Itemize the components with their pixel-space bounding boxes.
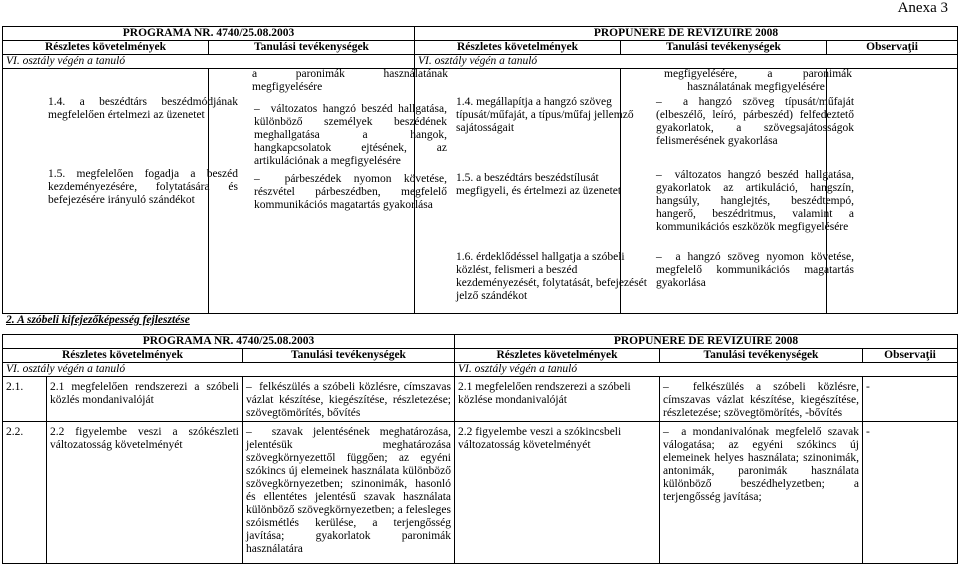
r21-observation: - [863,377,958,422]
top-col-header: Tanulási tevékenységek [209,41,415,55]
bottom-class-right: VI. osztály végén a tanuló [455,363,958,377]
col2-intro-b: megfigyelésére [252,81,323,93]
dash-bullet: – [254,173,285,185]
top-program-title: PROGRAMA NR. 4740/25.08.2003 [3,27,415,41]
top-col-header: Részletes követelmények [415,41,621,55]
r14-activity-text: változatos hangzó beszéd hallgatása, különböző személyek beszédének meghallgatása a hangok, hangkapcsolatok ejtésének, az artikulációnak a megfigyelésére [254,103,447,167]
bottom-col-header: Observaţii [863,349,958,363]
r14-activity [254,103,447,168]
dash-bullet: – [246,381,260,393]
r22-number: 2.2. [3,422,47,564]
r15-activity-text: párbeszédek nyomon követése, részvétel párbeszédben, megfelelő kommunikációs magatartás gyakorlása [254,173,447,211]
r22-new-requirement: 2.2 figyelembe veszi a szókincsbeli változatosság követelményét [455,422,660,564]
col4-intro-b: használatának megfigyelésére [687,81,825,93]
dash-bullet: – [254,103,271,115]
bottom-table [2,334,958,564]
n15-activity2-text: a hangzó szöveg nyomon követése, megfelelő kommunikációs magatartás gyakorlása [656,251,854,289]
bottom-col-header: Részletes követelmények [455,349,660,363]
dash-bullet: – [656,251,676,263]
dash-bullet: – [246,426,272,438]
r21-number: 2.1. [3,377,47,422]
col2-intro-a: a paronimák használatának [252,68,448,80]
dash-bullet: – [656,96,683,108]
top-col-header: Observaţii [827,41,958,55]
top-class-left: VI. osztály végén a tanuló [3,55,415,69]
top-col-header: Tanulási tevékenységek [621,41,827,55]
col4-intro-a: megfigyelésére, a paronimák [664,68,852,80]
n14-activity-text: a hangzó szöveg típusát/műfaját (elbeszélő, leíró, párbeszéd) felfedeztető gyakorlatok, a szövegsajátosságok felismerésének gyakorlása [656,96,855,147]
n16-requirement: 1.6. érdeklődéssel hallgatja a szóbeli közlést, felismeri a beszéd kezdeményezését, folytatását, befejezését jelző szándékot [456,251,647,302]
dash-bullet: – [656,169,675,181]
top-proposal-title: PROPUNERE DE REVIZUIRE 2008 [415,27,958,41]
n15-activity-text: változatos hangzó beszéd hallgatása, gyakorlatok az artikuláció, hangszín, hangsúly, hanglejtés, beszédtempó, hangerő, beszédritmus, valamint a kommunikációs eszközök megfigyelésére [656,169,854,233]
bottom-col-header: Tanulási tevékenységek [243,349,455,363]
bottom-col-header: Részletes követelmények [3,349,243,363]
dash-bullet: – [663,381,693,393]
n15-activity-2 [656,251,854,290]
r21-new-activity [660,377,863,422]
r22-activity-text: szavak jelentésének meghatározása, jelentésük meghatározása szövegkörnyezettől függően; az egyéni szókincs új elemeinek használata különböző szövegkörnyezetben; szinonimák, hasonló és ellentétes jelentésű szavak használata különböző szövegkörnyezetben; a felesleges szóismétlés kerülése, a terjengősség javítása; gyakorlatok paronimák használatára [246,426,451,555]
r21-activity-text: felkészülés a szóbeli közlésre, címszavas vázlat készítése, kiegészítése, részletezése; szövegtömörítés, bővítés [246,381,451,419]
r21-new-requirement: 2.1 megfelelően rendszerezi a szóbeli közlése mondanivalóját [455,377,660,422]
dash-bullet: – [663,426,682,438]
r21-requirement: 2.1 megfelelően rendszerezi a szóbeli közlés mondanivalóját [47,377,243,422]
r21-activity [243,377,455,422]
n15-activity [656,169,854,234]
annex-label: Anexa 3 [897,0,948,16]
bottom-proposal-title: PROPUNERE DE REVIZUIRE 2008 [455,335,958,349]
r22-new-activity-text: a mondanivalónak megfelelő szavak válogatása; az egyéni szókincs új elemeinek helyes használata; szinonimák, antonimák, paronimák használata különböző beszédhelyzetben; a terjengősség javítása; [663,426,859,503]
r21-new-activity-text: felkészülés a szóbeli közlésre, címszavas vázlat készítése, kiegészítése, részletezése; szövegtömörítés, -bővítés [663,381,859,419]
n15-requirement: 1.5. a beszédtárs beszédstílusát megfigyeli, és értelmezi az üzenetet [456,172,622,197]
r22-observation: - [863,422,958,564]
top-col-header: Részletes követelmények [3,41,209,55]
r15-activity [254,173,447,212]
r22-activity [243,422,455,564]
bottom-col-header: Tanulási tevékenységek [660,349,863,363]
n14-activity [656,96,854,148]
top-class-right: VI. osztály végén a tanuló [415,55,958,69]
r14-requirement: 1.4. a beszédtárs beszédmódjának megfelelően értelmezi az üzenetet [48,96,238,121]
n14-requirement: 1.4. megállapítja a hangzó szöveg típusát/műfaját, a típus/műfaj jellemző sajátosságait [456,96,634,134]
r22-requirement: 2.2 figyelembe veszi a szókészleti változatosság követelményét [47,422,243,564]
r22-new-activity [660,422,863,564]
section-2-title: 2. A szóbeli kifejezőképesség fejlesztése [6,314,190,326]
bottom-class-left: VI. osztály végén a tanuló [3,363,455,377]
r15-requirement: 1.5. megfelelően fogadja a beszéd kezdeményezésére, folytatására és befejezésére irányuló szándékot [48,168,238,206]
bottom-program-title: PROGRAMA NR. 4740/25.08.2003 [3,335,455,349]
